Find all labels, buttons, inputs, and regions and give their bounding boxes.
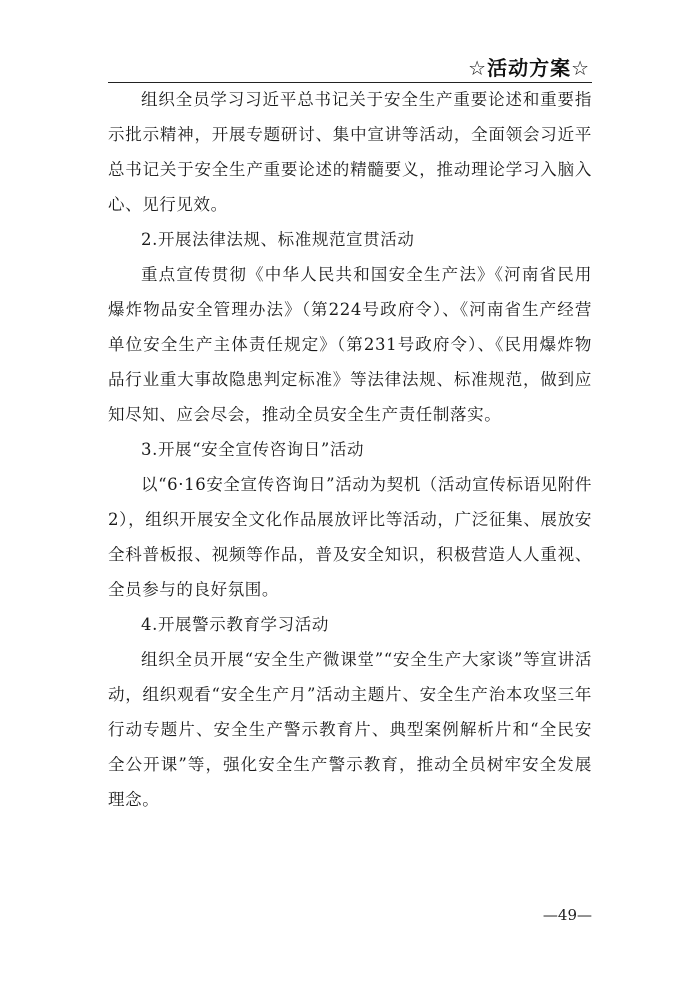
section-body-warning-education: 组织全员开展“安全生产微课堂”“安全生产大家谈”等宣讲活动，组织观看“安全生产月”活动主题片、安全生产治本攻坚三年行动专题片、安全生产警示教育片、典型案例解析片和“全民安全公开课”等，强化安全生产警示教育，推动全员树牢安全发展理念。 [108,650,592,809]
page-header-title: ☆活动方案☆ [468,56,590,80]
section-heading-warning-education: 4.开展警示教育学习活动 [141,615,329,634]
section-heading-law: 2.开展法律法规、标准规范宣贯活动 [141,230,415,249]
section-body-consult-day: 以“6·16安全宣传咨询日”活动为契机（活动宣传标语见附件2），组织开展安全文化作品展放评比等活动，广泛征集、展放安全科普板报、视频等作品，普及安全知识，积极营造人人重视、全员参与的良好氛围。 [108,475,592,599]
section-heading-consult-day: 3.开展“安全宣传咨询日”活动 [141,440,365,459]
document-body [108,82,592,817]
section-body-law: 重点宣传贯彻《中华人民共和国安全生产法》《河南省民用爆炸物品安全管理办法》（第224号政府令）、《河南省生产经营单位安全生产主体责任规定》（第231号政府令）、《民用爆炸物品行业重大事故隐患判定标准》等法律法规、标准规范，做到应知尽知、应会尽会，推动全员安全生产责任制落实。 [108,265,592,424]
page-number: —49— [542,906,592,924]
intro-paragraph: 组织全员学习习近平总书记关于安全生产重要论述和重要指示批示精神，开展专题研讨、集中宣讲等活动，全面领会习近平总书记关于安全生产重要论述的精髓要义，推动理论学习入脑入心、见行见效。 [108,90,592,214]
